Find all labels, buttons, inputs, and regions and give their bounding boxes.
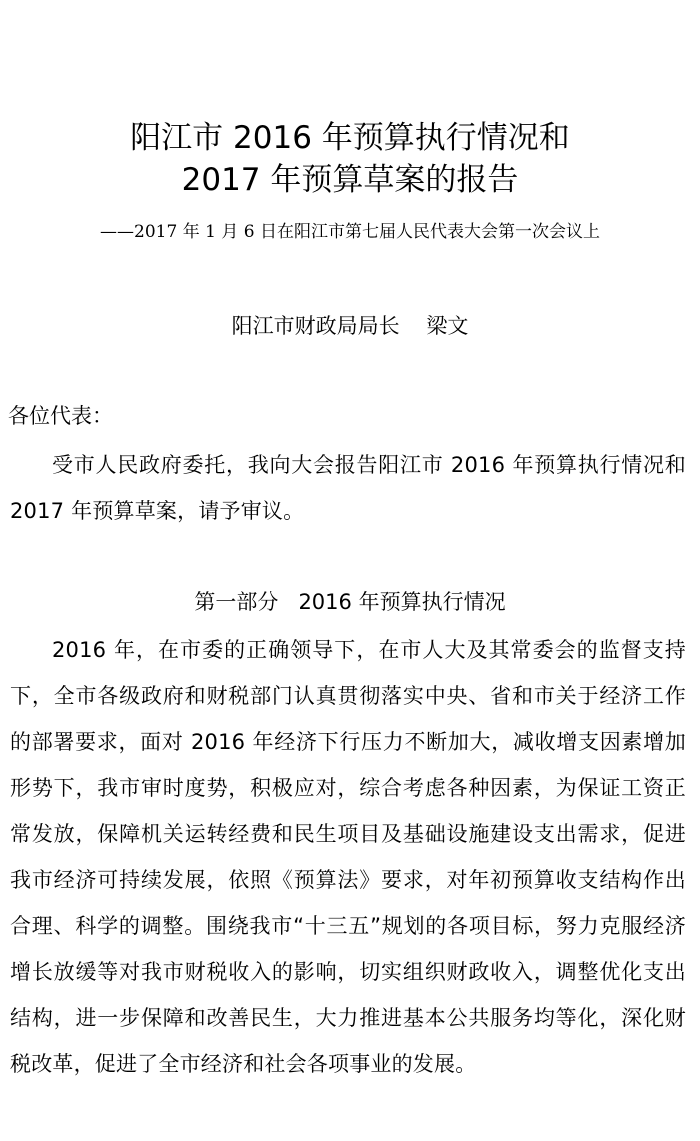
body-paragraph: 2016 年，在市委的正确领导下，在市人大及其常委会的监督支持下，全市各级政府和财税部门认真贯彻落实中央、省和市关于经济工作的部署要求，面对 2016 年经济下行压力不断加大，减收增支因素增加形势下，我市审时度势，积极应对，综合考虑各种因素，为保证工资正常发放，保障机关运转经费和民生项目及基础设施建设支出需求，促进我市经济可持续发展，依照《预算法》要求，对年初预算收支结构作出合理、科学的调整。围绕我市“十三五”规划的各项目标，努力克服经济增长放缓等对我市财税收入的影响，切实组织财政收入，调整优化支出结构，进一步保障和改善民生，大力推进基本公共服务均等化，深化财税改革，促进了全市经济和社会各项事业的发展。 <box>10 638 686 1076</box>
intro-paragraph: 受市人民政府委托，我向大会报告阳江市 2016 年预算执行情况和 2017 年预算草案，请予审议。 <box>10 453 686 523</box>
title-line-2: 2017 年预算草案的报告 <box>181 162 519 198</box>
title-line-1: 阳江市 2016 年预算执行情况和 <box>130 120 570 156</box>
salutation: 各位代表： <box>8 404 113 428</box>
report-subtitle: ——2017 年 1 月 6 日在阳江市第七届人民代表大会第一次会议上 <box>100 222 600 242</box>
report-title <box>0 118 700 200</box>
section-heading: 第一部分 2016 年预算执行情况 <box>194 590 506 614</box>
report-author: 阳江市财政局局长 梁文 <box>231 314 469 338</box>
